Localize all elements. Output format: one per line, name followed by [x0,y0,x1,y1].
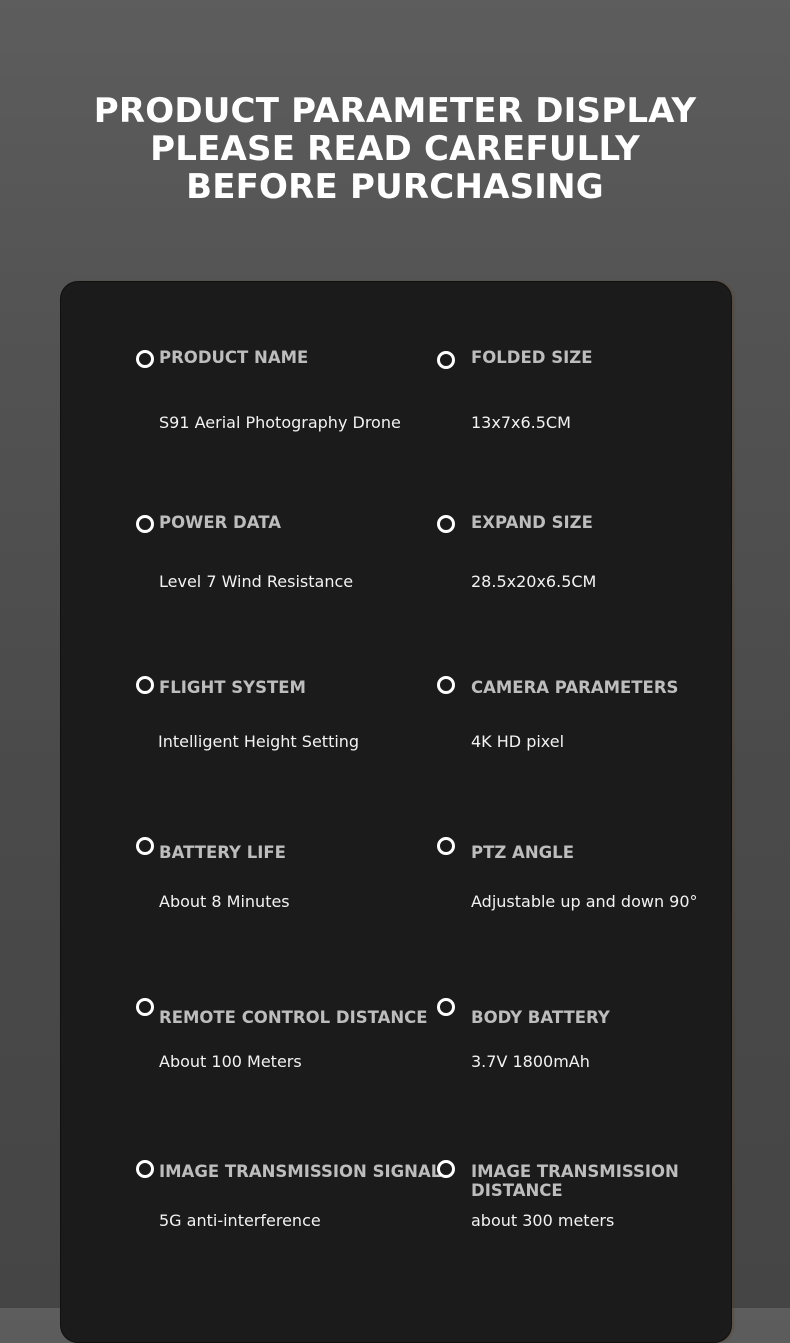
bullet-ring-icon [136,998,154,1016]
param-label-remote-control-distance: REMOTE CONTROL DISTANCE [159,1008,428,1027]
param-value-expand-size: 28.5x20x6.5CM [471,572,597,591]
bullet-ring-icon [437,998,455,1016]
param-label-image-transmission-distance: IMAGE TRANSMISSION [471,1162,679,1181]
param-value-folded-size: 13x7x6.5CM [471,413,571,432]
param-label-flight-system: FLIGHT SYSTEM [159,678,306,697]
param-label-ptz-angle: PTZ ANGLE [471,843,574,862]
param-value-ptz-angle: Adjustable up and down 90° [471,892,698,911]
bullet-ring-icon [437,351,455,369]
param-label-product-name: PRODUCT NAME [159,348,309,367]
param-label-body-battery: BODY BATTERY [471,1008,610,1027]
headline-line: BEFORE PURCHASING [186,167,604,207]
page-headline [0,92,790,206]
bullet-ring-icon [136,350,154,368]
headline-line: PLEASE READ CAREFULLY [150,129,640,169]
param-value-battery-life: About 8 Minutes [159,892,290,911]
bullet-ring-icon [136,676,154,694]
param-label-expand-size: EXPAND SIZE [471,513,593,532]
param-label-image-transmission-distance-line2: DISTANCE [471,1181,563,1200]
param-value-product-name: S91 Aerial Photography Drone [159,413,401,432]
bullet-ring-icon [437,837,455,855]
bullet-ring-icon [136,515,154,533]
param-value-image-transmission-distance: about 300 meters [471,1211,615,1230]
param-label-power-data: POWER DATA [159,513,281,532]
bullet-ring-icon [437,1160,455,1178]
bullet-ring-icon [136,1160,154,1178]
bullet-ring-icon [437,515,455,533]
bullet-ring-icon [136,837,154,855]
bullet-ring-icon [437,676,455,694]
param-value-body-battery: 3.7V 1800mAh [471,1052,590,1071]
param-value-camera-parameters: 4K HD pixel [471,732,565,751]
parameter-panel [60,281,732,1343]
param-value-image-transmission-signal: 5G anti-interference [159,1211,321,1230]
param-value-power-data: Level 7 Wind Resistance [159,572,354,591]
param-label-camera-parameters: CAMERA PARAMETERS [471,678,679,697]
param-label-image-transmission-signal: IMAGE TRANSMISSION SIGNAL [159,1162,442,1181]
param-label-battery-life: BATTERY LIFE [159,843,286,862]
param-value-flight-system: Intelligent Height Setting [158,732,360,751]
headline-line: PRODUCT PARAMETER DISPLAY [93,91,697,131]
param-value-remote-control-distance: About 100 Meters [159,1052,302,1071]
param-label-folded-size: FOLDED SIZE [471,348,593,367]
